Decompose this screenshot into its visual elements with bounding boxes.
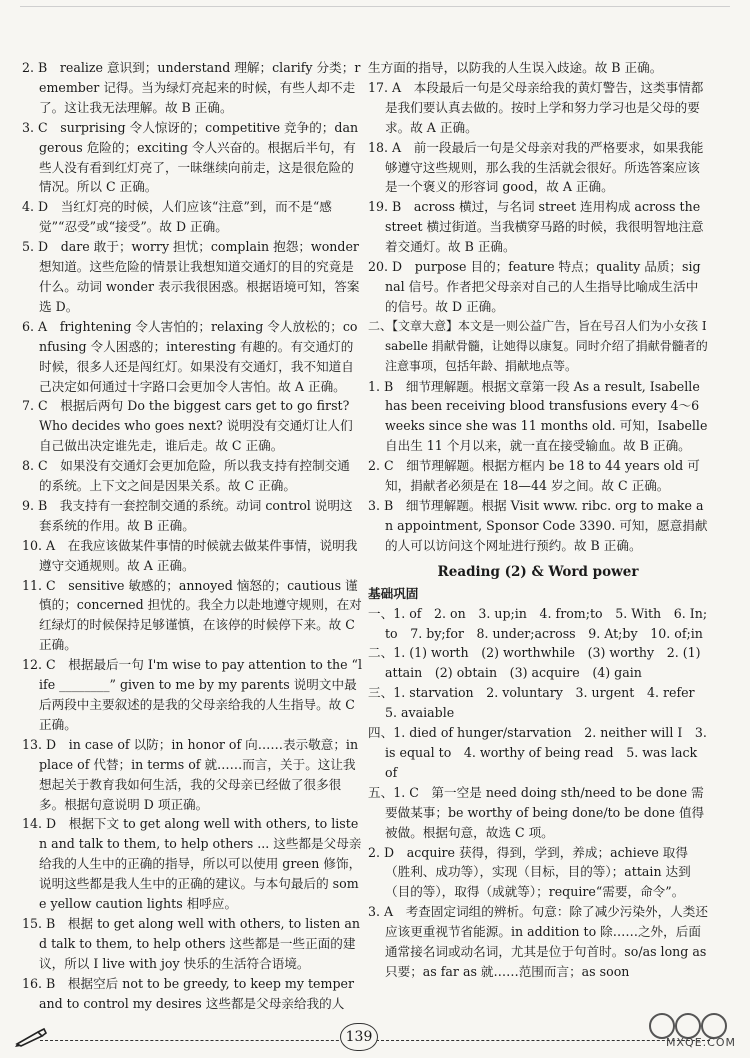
answer-item: 三、1. starvation 2. voluntary 3. urgent 4. refer 5. avaiable [368, 685, 708, 721]
answer-item: 15. B 根据 to get along well with others, to listen and talk to them, to help others 这些都是一些正面的建议，所以 I live with joy 快乐的生活符合语境。 [22, 915, 360, 971]
answer-item: 17. A 本段最后一句是父母亲给我的黄灯警告，这类事情都是我们要认真去做的。按时上学和努力学习也是父母的要求。故 A 正确。 [368, 79, 704, 135]
answer-item: 四、1. died of hunger/starvation 2. neither will I 3. is equal to 4. worthy of being read 5. was lack of [368, 725, 707, 780]
answer-item: 13. D in case of 以防；in honor of 向……表示敬意；in place of 代替；in terms of 就……而言，关于。这让我想起关于教育我如何生活，我的父母亲已经做了很多很多。根据句意说明 D 项正确。 [22, 736, 359, 812]
answer-item: 20. D purpose 目的；feature 特点；quality 品质；signal 信号。作者把父母亲对自己的人生指导比喻成生活中的信号。故 D 正确。 [368, 259, 701, 314]
answer-item: 6. A frightening 令人害怕的；relaxing 令人放松的；confusing 令人困惑的；interesting 有趣的。有交通灯的时候，很多人还是闯红灯。如果没有交通灯，我不知道自己决定如何通过十字路口会更加令人害怕。故 A 正确。 [22, 318, 358, 394]
answer-item: 14. D 根据下文 to get along well with others, to listen and talk to them, to help others ... 这些都是父母亲给我的人生中的正确的指导，所以可以使用 green 修饰，说明这些都是我人生中的正确的建议。与本句最后的 some yellow caution lights 相呼应。 [22, 816, 362, 912]
answer-item: 五、1. C 第一空是 need doing sth/need to be done 需要做某事；be worthy of being done/to be done 值得被做。根据句意，故选 C 项。 [368, 784, 705, 840]
answer-item: 2. C 细节理解题。根据方框内 be 18 to 44 years old 可知，捐献者必须是在 18—44 岁之间。故 C 正确。 [368, 458, 700, 494]
right-exercises-block [368, 604, 708, 982]
answer-item: 二、【文章大意】本文是一则公益广告，旨在号召人们为小女孩 Isabelle 捐献骨髓，让她得以康复。同时介绍了捐献骨髓者的注意事项，包括年龄、捐献地点等。 [368, 318, 708, 373]
answer-item: 9. B 我支持有一套控制交通的系统。动词 control 说明这套系统的作用。故 B 正确。 [22, 497, 353, 533]
answer-item: 19. B across 横过，与名词 street 连用构成 across the street 横过街道。当我横穿马路的时候，我很明智地注意着交通灯。故 B 正确。 [368, 199, 704, 255]
answer-item: 11. C sensitive 敏感的；annoyed 恼怒的；cautious 谨慎的；concerned 担忧的。我全力以赴地遵守规则，在对红绿灯的时候保持足够谨慎，在该停的时候停下来。故 C 正确。 [22, 577, 362, 653]
answer-item: 16. B 根据空后 not to be greedy, to keep my temper and to control my desires 这些都是父母亲给我的人 [22, 975, 354, 1011]
answer-item: 2. D acquire 获得，得到，学到，养成；achieve 取得（胜利、成功等），实现（目标，目的等）；attain 达到（目的等），取得（成就等）；require“需要，命令”。 [368, 844, 691, 900]
watermark-text: MXQE.COM [666, 1036, 736, 1049]
section-heading: Reading (2) & Word power [437, 563, 639, 580]
answer-item: 10. A 在我应该做某件事情的时候就去做某件事情，说明我遵守交通规则。故 A 正确。 [22, 537, 358, 573]
answer-item: 3. A 考查固定词组的辨析。句意：除了减少污染外，人类还应该更重视节省能源。in addition to 除……之外，后面通常接名词或动名词，尤其是位于句首时。so/as long as 只要；as far as 就……范围而言；as soon [368, 904, 708, 979]
answer-item: 4. D 当红灯亮的时候，人们应该“注意”到，而不是“感觉”“忍受”或“接受”。故 D 正确。 [22, 199, 332, 235]
section-subheading: 基础巩固 [368, 585, 419, 601]
answer-item: 二、1. (1) worth (2) worthwhile (3) worthy 2. (1) attain (2) obtain (3) acquire (4) gain [368, 645, 701, 681]
pen-icon [14, 1026, 48, 1048]
page-number: 139 [340, 1023, 378, 1051]
answer-item: 生方面的指导，以防我的人生误入歧途。故 B 正确。 [368, 60, 663, 75]
right-column [368, 58, 708, 982]
answer-item: 8. C 如果没有交通灯会更加危险，所以我支持有控制交通的系统。上下文之间是因果关系。故 C 正确。 [22, 458, 350, 494]
answer-item: 一、1. of 2. on 3. up;in 4. from;to 5. With 6. In;to 7. by;for 8. under;across 9. At;by 10. of;in [368, 605, 708, 641]
answer-item: 18. A 前一段最后一句是父母亲对我的严格要求，如果我能够遵守这些规则，那么我的生活就会很好。所选答案应该是一个褒义的形容词 good，故 A 正确。 [368, 139, 704, 195]
answer-item: 3. C surprising 令人惊讶的；competitive 竞争的；dangerous 危险的；exciting 令人兴奋的。根据后半句，有些人没有看到红灯亮了，一昧继续向前走，这是很危险的情况。所以 C 正确。 [22, 119, 359, 195]
answer-item: 7. C 根据后两句 Do the biggest cars get to go first? Who decides who goes next? 说明没有交通灯让人们自己做出决定谁先走，谁后走。故 C 正确。 [22, 398, 353, 454]
answer-item: 5. D dare 敢于；worry 担忧；complain 抱怨；wonder 想知道。这些危险的情景让我想知道交通灯的目的究竟是什么。动词 wonder 表示我很困惑。根据语境可知，答案选 D。 [22, 239, 360, 314]
answer-item: 1. B 细节理解题。根据文章第一段 As a result, Isabelle has been receiving blood transfusions every 4～6 weeks since she was 11 months old. 可知，Isabelle 自出生 11 个月以来，就一直在接受输血。故 B 正确。 [368, 378, 708, 454]
left-column [22, 58, 362, 1014]
top-rule [20, 6, 730, 7]
page-footer [0, 1020, 750, 1058]
answer-item: 3. B 细节理解题。根据 Visit www. ribc. org to make an appointment, Sponsor Code 3390. 可知，愿意捐献的人可以访问这个网址进行预约。故 B 正确。 [368, 497, 708, 553]
answer-item: 12. C 根据最后一句 I'm wise to pay attention to the “life ________” given to me by my parents 说明文中最后两段中主要叙述的是我的父母亲给我的人生指导。故 C 正确。 [22, 657, 362, 732]
answer-item: 2. B realize 意识到；understand 理解；clarify 分类；remember 记得。当为绿灯亮起来的时候，有些人却不走了。这让我无法理解。故 B 正确。 [22, 60, 361, 115]
right-answers-block [368, 58, 708, 556]
